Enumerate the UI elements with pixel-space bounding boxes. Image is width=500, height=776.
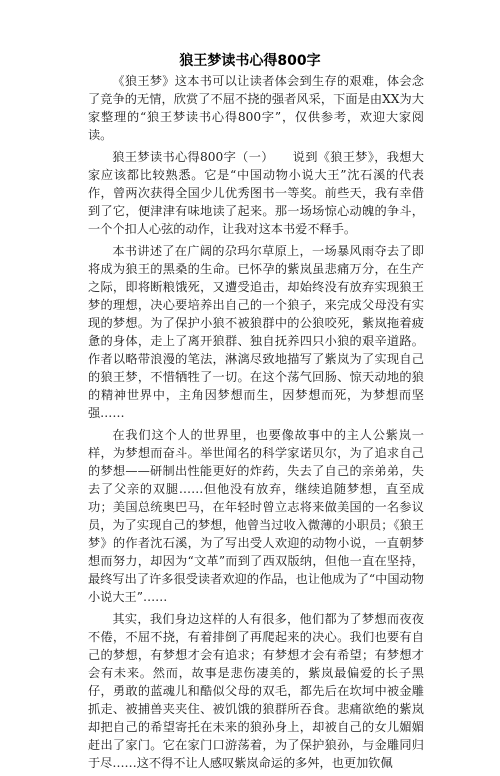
document-title: 狼王梦读书心得800字 xyxy=(179,53,321,69)
paragraph-essay-one: 狼王梦读书心得800字（一） 说到《狼王梦》，我想大家应该都比较熟悉。它是“中国动物小说大王”沈石溪的代表作，曾两次获得全国少儿优秀图书一等奖。前些天，我有幸借到了它，便津津有味地读了起来。那一场场惊心动魄的争斗，一个个扣人心弦的动作，让我对这本书爱不释手。 xyxy=(88,150,424,236)
paragraph-story-summary: 本书讲述了在广阔的尕玛尔草原上，一场暴风雨夺去了即将成为狼王的黑桑的生命。已怀孕的紫岚虽悲痛万分，在生产之际，即将断粮饿死，又遭受追击，却始终没有放弃实现狼王梦的理想，决心要培养出自己的一个狼子，来完成父母没有实现的梦想。为了保护小狼不被狼群中的公狼咬死，紫岚拖着疲惫的身体，走上了离开狼群、独自抚养四只小狼的艰辛道路。作者以略带浪漫的笔法，淋漓尽致地描写了紫岚为了实现自己的狼王梦，不惜牺牲了一切。在这个荡气回肠、惊天动地的狼的精神世界中，主角因梦想而生，因梦想而死，为梦想而坚强…… xyxy=(88,244,424,420)
paragraph-reflection: 其实，我们身边这样的人有很多，他们都为了梦想而夜夜不倦，不屈不挠，有着排倒了再爬起来的决心。我们也要有自己的梦想，有梦想才会有追求；有梦想才会有希望；有梦想才会有未来。然而，故事是悲伤凄美的，紫岚最偏爱的长子黑仔，勇敢的蓝魂儿和酷似父母的双毛，都先后在坎坷中被金雕抓走、被捕兽夹夹住、被饥饿的狼群所吞食。悲痛欲绝的紫岚却把自己的希望寄托在未来的狼孙身上，却被自己的女儿媚媚赶出了家门。它在家门口游荡着，为了保护狼孙，与金雕同归于尽……这不得不让人感叹紫岚命运的多舛，也更加钦佩 xyxy=(88,612,424,770)
paragraph-intro: 《狼王梦》这本书可以让读者体会到生存的艰难，体会念了竞争的无情，欣赏了不屈不挠的强者风采，下面是由XX为大家整理的“狼王梦读书心得800字”，仅供参考，欢迎大家阅读。 xyxy=(88,74,424,142)
paragraph-real-world-examples: 在我们这个人的世界里，也要像故事中的主人公紫岚一样，为梦想而奋斗。举世闻名的科学家诺贝尔，为了追求自己的梦想——研制出性能更好的炸药，失去了自己的亲弟弟，失去了父亲的双腿……但他没有放弃，继续追随梦想，直至成功；美国总统奥巴马，在年轻时曾立志将来做美国的一名参议员，为了实现自己的梦想，他曾当过收入微薄的小职员；《狼王梦》的作者沈石溪，为了写出受人欢迎的动物小说，一直朝梦想而努力，却因为“文革”而到了西双版纳，但他一直在坚持，最终写出了许多很受读者欢迎的作品，也让他成为了“中国动物小说大王”…… xyxy=(88,428,424,604)
document-body xyxy=(88,72,424,776)
